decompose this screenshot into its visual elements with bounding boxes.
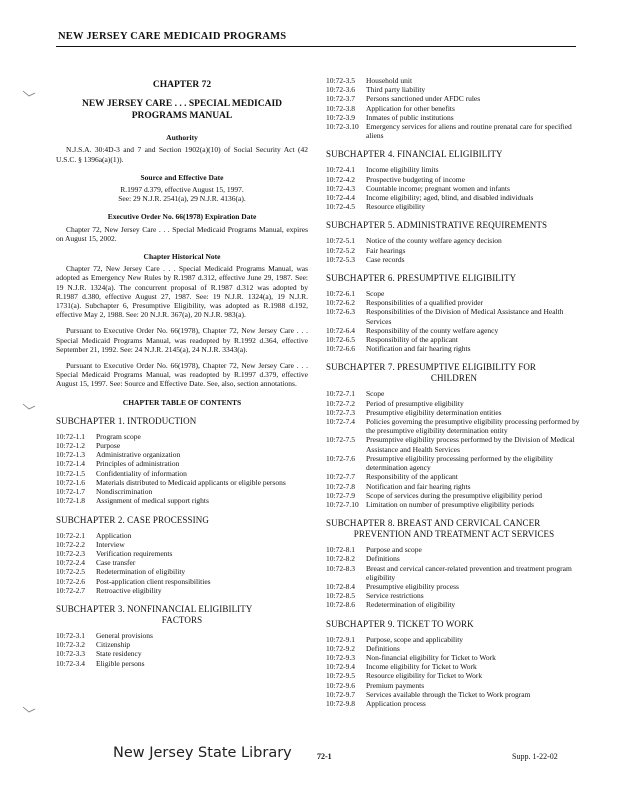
toc-entry xyxy=(56,586,308,595)
section-title: Emergency services for aliens and routine prenatal care for specified aliens xyxy=(366,122,572,141)
section-number: 10:72-4.3 xyxy=(326,183,355,193)
toc-entry xyxy=(326,482,582,491)
section-number: 10:72-7.10 xyxy=(326,499,359,509)
chapter-title: NEW JERSEY CARE . . . SPECIAL MEDICAID PROGRAMS MANUAL xyxy=(81,99,283,122)
toc-entry xyxy=(56,567,308,576)
section-title: Notification and fair hearing rights xyxy=(366,481,471,491)
section-title: Assignment of medical support rights xyxy=(96,496,209,506)
toc-entry xyxy=(326,699,582,708)
section-number: 10:72-6.2 xyxy=(326,298,355,308)
section-number: 10:72-8.2 xyxy=(326,554,355,564)
library-stamp: New Jersey State Library xyxy=(113,745,292,761)
toc-entry xyxy=(326,635,582,644)
section-number: 10:72-7.5 xyxy=(326,435,355,445)
section-title: Verification requirements xyxy=(96,548,173,558)
section-number: 10:72-1.6 xyxy=(56,477,85,487)
section-title: Premium payments xyxy=(366,680,425,690)
subchapter-heading: SUBCHAPTER 6. PRESUMPTIVE ELIGIBILITY xyxy=(326,273,517,284)
subchapter-title: SUBCHAPTER 7. PRESUMPTIVE ELIGIBILITY FOR xyxy=(326,362,537,373)
toc-entry xyxy=(326,554,582,563)
section-number: 10:72-9.2 xyxy=(326,643,355,653)
section-title: Purpose and scope xyxy=(366,545,422,555)
section-title: Program scope xyxy=(96,431,141,441)
toc-entry xyxy=(326,681,582,690)
toc-entry xyxy=(326,600,582,609)
section-number: 10:72-6.4 xyxy=(326,325,355,335)
toc-entry xyxy=(326,193,582,202)
chapter-number: CHAPTER 72 xyxy=(152,80,212,90)
section-title: Countable income; pregnant women and infants xyxy=(366,183,510,193)
section-number: 10:72-7.2 xyxy=(326,398,355,408)
toc-entry xyxy=(326,653,582,662)
toc-entry xyxy=(56,659,308,668)
section-title: Fair hearings xyxy=(366,245,406,255)
toc-entry xyxy=(326,399,582,408)
subchapter-title: SUBCHAPTER 3. NONFINANCIAL ELIGIBILITY xyxy=(56,603,253,614)
section-number: 10:72-7.9 xyxy=(326,490,355,500)
section-title: Principles of administration xyxy=(96,459,180,469)
section-title: Post-application client responsibilities xyxy=(96,576,211,586)
subchapter-heading: SUBCHAPTER 9. TICKET TO WORK xyxy=(326,618,474,629)
subchapter-title-cont: CHILDREN xyxy=(430,373,478,384)
section-title: State residency xyxy=(96,649,142,659)
authority-text: N.J.S.A. 30:4D-3 and 7 and Section 1902(a)(10) of Social Security Act (42 U.S.C. § 1396a(a)(1)). xyxy=(56,145,308,164)
section-number: 10:72-9.4 xyxy=(326,662,355,672)
toc-entry xyxy=(326,435,582,453)
table-of-contents-heading: CHAPTER TABLE OF CONTENTS xyxy=(122,397,242,407)
section-title: Household unit xyxy=(366,76,413,85)
toc-list xyxy=(326,289,582,353)
right-column xyxy=(326,76,582,708)
section-number: 10:72-4.4 xyxy=(326,193,355,203)
historical-note-heading: Chapter Historical Note xyxy=(143,252,221,262)
section-title: Responsibility of the county welfare agency xyxy=(366,325,499,335)
toc-list xyxy=(326,545,582,609)
section-title: Inmates of public institutions xyxy=(366,112,454,122)
toc-entry xyxy=(56,450,308,459)
section-number: 10:72-2.4 xyxy=(56,558,85,568)
section-title: Case transfer xyxy=(96,558,136,568)
section-number: 10:72-6.1 xyxy=(326,289,355,299)
toc-entry xyxy=(326,85,582,94)
toc-entry xyxy=(56,631,308,640)
toc-list xyxy=(326,635,582,709)
toc-entry xyxy=(326,690,582,699)
section-number: 10:72-9.6 xyxy=(326,680,355,690)
section-title: Responsibilities of the Division of Medical Assistance and Health Services xyxy=(366,307,564,326)
toc-list xyxy=(326,165,582,211)
toc-entry xyxy=(326,165,582,174)
section-title: Limitation on number of presumptive eligibility periods xyxy=(366,499,534,509)
toc-entry xyxy=(326,591,582,600)
toc-list xyxy=(56,631,308,668)
section-number: 10:72-7.8 xyxy=(326,481,355,491)
section-title: Nondiscrimination xyxy=(96,487,153,497)
section-title: Materials distributed to Medicaid applicants or eligible persons xyxy=(96,477,286,487)
section-title: Period of presumptive eligibility xyxy=(366,398,464,408)
historical-note-paragraph: Pursuant to Executive Order No. 66(1978), Chapter 72, New Jersey Care . . . Special Medicaid Programs Manual, was readopted by R.1997 d.379, effective August 15, 1997. See: Source and Effective Date. See, also, section annotations. xyxy=(56,361,308,389)
toc-entry xyxy=(56,640,308,649)
section-number: 10:72-8.3 xyxy=(326,563,355,573)
toc-entry xyxy=(56,441,308,450)
running-header: NEW JERSEY CARE MEDICAID PROGRAMS xyxy=(58,31,287,42)
section-title: Case records xyxy=(366,254,405,264)
toc-entry xyxy=(56,649,308,658)
section-title: Retroactive eligibility xyxy=(96,585,162,595)
toc-entry xyxy=(326,246,582,255)
section-number: 10:72-7.4 xyxy=(326,417,355,427)
section-title: Presumptive eligibility process xyxy=(366,581,459,591)
section-title: Application for other benefits xyxy=(366,103,455,113)
section-title: Responsibility of the applicant xyxy=(366,472,458,482)
toc-list xyxy=(56,432,308,506)
section-number: 10:72-1.4 xyxy=(56,459,85,469)
section-number: 10:72-8.4 xyxy=(326,581,355,591)
section-title: Persons sanctioned under AFDC rules xyxy=(366,94,481,104)
section-title: Presumptive eligibility process performed by the Division of Medical Assistance and Health Services xyxy=(366,435,575,454)
toc-entry xyxy=(326,671,582,680)
section-title: Service restrictions xyxy=(366,591,424,601)
section-title: Income eligibility for Ticket to Work xyxy=(366,662,477,672)
section-number: 10:72-9.8 xyxy=(326,698,355,708)
section-title: Presumptive eligibility processing performed by the eligibility determination agency xyxy=(366,453,554,473)
subchapter-heading: SUBCHAPTER 5. ADMINISTRATIVE REQUIREMENTS xyxy=(326,220,548,231)
section-number: 10:72-1.7 xyxy=(56,487,85,497)
section-number: 10:72-6.6 xyxy=(326,344,355,354)
section-number: 10:72-7.7 xyxy=(326,472,355,482)
section-title: Prospective budgeting of income xyxy=(366,174,465,184)
section-number: 10:72-2.5 xyxy=(56,567,85,577)
section-number: 10:72-4.1 xyxy=(326,165,355,175)
toc-entry xyxy=(326,417,582,435)
section-number: 10:72-7.1 xyxy=(326,389,355,399)
toc-entry xyxy=(326,545,582,554)
section-title: Scope xyxy=(366,289,385,299)
section-number: 10:72-3.10 xyxy=(326,122,359,132)
section-number: 10:72-3.2 xyxy=(56,640,85,650)
subchapter-heading xyxy=(326,362,582,384)
toc-entry xyxy=(326,307,582,325)
toc-entry xyxy=(326,335,582,344)
margin-mark xyxy=(22,706,36,714)
section-title: Redetermination of eligibility xyxy=(366,600,456,610)
section-title: Responsibility of the applicant xyxy=(366,335,458,345)
toc-entry xyxy=(56,577,308,586)
toc-entry xyxy=(56,487,308,496)
section-title: Confidentiality of information xyxy=(96,468,187,478)
toc-entry xyxy=(56,496,308,505)
subchapter-title-cont: FACTORS xyxy=(161,614,203,625)
page-number: 72-1 xyxy=(317,752,332,761)
toc-entry xyxy=(56,531,308,540)
section-number: 10:72-7.3 xyxy=(326,407,355,417)
section-title: Policies governing the presumptive eligibility processing performed by the presumptive eligibility determination entity xyxy=(366,417,580,436)
toc-list xyxy=(326,76,582,140)
authority-heading: Authority xyxy=(166,133,198,143)
section-number: 10:72-5.1 xyxy=(326,236,355,246)
toc-entry xyxy=(326,500,582,509)
section-number: 10:72-9.7 xyxy=(326,689,355,699)
section-number: 10:72-5.2 xyxy=(326,245,355,255)
section-title: Citizenship xyxy=(96,640,131,650)
section-number: 10:72-8.6 xyxy=(326,600,355,610)
toc-entry xyxy=(326,94,582,103)
section-title: Third party liability xyxy=(366,85,426,95)
toc-entry xyxy=(326,104,582,113)
toc-entry xyxy=(326,472,582,481)
toc-entry xyxy=(56,469,308,478)
section-number: 10:72-8.1 xyxy=(326,545,355,555)
section-number: 10:72-3.8 xyxy=(326,103,355,113)
toc-entry xyxy=(326,326,582,335)
section-title: Purpose xyxy=(96,441,121,451)
section-number: 10:72-6.5 xyxy=(326,335,355,345)
margin-mark xyxy=(22,90,36,98)
section-number: 10:72-9.1 xyxy=(326,634,355,644)
section-number: 10:72-4.5 xyxy=(326,202,355,212)
toc-entry xyxy=(326,255,582,264)
toc-entry xyxy=(326,644,582,653)
executive-order-heading: Executive Order No. 66(1978) Expiration Date xyxy=(107,212,257,222)
subchapter-heading: SUBCHAPTER 2. CASE PROCESSING xyxy=(56,514,209,525)
toc-entry xyxy=(326,122,582,140)
section-number: 10:72-8.5 xyxy=(326,591,355,601)
section-title: Definitions xyxy=(366,643,400,653)
section-number: 10:72-5.3 xyxy=(326,254,355,264)
section-title: Presumptive eligibility determination entities xyxy=(366,407,502,417)
section-title: Responsibilities of a qualified provider xyxy=(366,298,484,308)
section-number: 10:72-3.6 xyxy=(326,85,355,95)
toc-entry xyxy=(326,202,582,211)
section-title: Breast and cervical cancer-related prevention and treatment program eligibility xyxy=(366,563,572,582)
section-number: 10:72-2.1 xyxy=(56,530,85,540)
toc-entry xyxy=(326,454,582,472)
source-line: R.1997 d.379, effective August 15, 1997. xyxy=(120,185,244,195)
subchapter-title: SUBCHAPTER 8. BREAST AND CERVICAL CANCER xyxy=(326,518,541,529)
toc-entry xyxy=(326,76,582,85)
section-title: General provisions xyxy=(96,630,153,640)
toc-entry xyxy=(56,558,308,567)
toc-list xyxy=(326,236,582,264)
section-title: Purpose, scope and applicability xyxy=(366,634,464,644)
section-title: Notice of the county welfare agency decision xyxy=(366,236,502,246)
section-number: 10:72-1.2 xyxy=(56,441,85,451)
section-number: 10:72-7.6 xyxy=(326,453,355,463)
section-number: 10:72-2.3 xyxy=(56,548,85,558)
section-title: Scope of services during the presumptive eligibility period xyxy=(366,490,543,500)
section-number: 10:72-3.3 xyxy=(56,649,85,659)
toc-entry xyxy=(326,175,582,184)
section-title: Resource eligibility xyxy=(366,202,425,212)
section-number: 10:72-1.5 xyxy=(56,468,85,478)
section-number: 10:72-2.6 xyxy=(56,576,85,586)
section-title: Scope xyxy=(366,389,385,399)
section-number: 10:72-3.1 xyxy=(56,630,85,640)
toc-entry xyxy=(326,662,582,671)
section-number: 10:72-2.2 xyxy=(56,539,85,549)
source-line: See: 29 N.J.R. 2541(a), 29 N.J.R. 4136(a). xyxy=(118,194,246,204)
toc-entry xyxy=(56,478,308,487)
executive-order-text: Chapter 72, New Jersey Care . . . Special Medicaid Programs Manual, expires on August 15, 2002. xyxy=(56,224,308,243)
section-number: 10:72-1.1 xyxy=(56,431,85,441)
section-title: Resource eligibility for Ticket to Work xyxy=(366,671,483,681)
toc-entry xyxy=(326,582,582,591)
toc-entry xyxy=(326,298,582,307)
section-title: Non-financial eligibility for Ticket to Work xyxy=(366,652,496,662)
section-number: 10:72-1.3 xyxy=(56,450,85,460)
section-title: Redetermination of eligibility xyxy=(96,567,186,577)
section-number: 10:72-3.7 xyxy=(326,94,355,104)
section-title: Services available through the Ticket to Work program xyxy=(366,689,531,699)
section-number: 10:72-3.9 xyxy=(326,112,355,122)
subchapter-heading: SUBCHAPTER 1. INTRODUCTION xyxy=(56,415,197,426)
section-number: 10:72-4.2 xyxy=(326,174,355,184)
toc-entry xyxy=(56,540,308,549)
subchapter-heading xyxy=(326,518,582,540)
section-number: 10:72-1.8 xyxy=(56,496,85,506)
toc-entry xyxy=(326,113,582,122)
toc-entry xyxy=(56,549,308,558)
header-rule xyxy=(56,46,576,47)
section-number: 10:72-9.5 xyxy=(326,671,355,681)
historical-note-paragraph: Chapter 72, New Jersey Care . . . Special Medicaid Programs Manual, was adopted as Emergency New Rules by R.1987 d.312, effective June 29, 1987. See: 19 N.J.R. 1324(a). The concurrent proposal of R.1987 d.312 was adopted by R.1987 d.380, effective August 27, 1987. See: 19 N.J.R. 1324(a), 19 N.J.R. 1731(a). Subchapter 6, Presumptive Eligibility, was adopted as R.1988 d.192, effective May 2, 1988. See: 20 N.J.R. 367(a), 20 N.J.R. 983(a). xyxy=(56,264,308,320)
left-column xyxy=(56,60,308,668)
subchapter-heading: SUBCHAPTER 4. FINANCIAL ELIGIBILITY xyxy=(326,149,503,160)
toc-entry xyxy=(326,564,582,582)
section-title: Definitions xyxy=(366,554,400,564)
toc-entry xyxy=(56,459,308,468)
section-title: Income eligibility limits xyxy=(366,165,439,175)
toc-entry xyxy=(326,389,582,398)
section-number: 10:72-2.7 xyxy=(56,585,85,595)
toc-entry xyxy=(326,184,582,193)
source-heading: Source and Effective Date xyxy=(140,172,224,182)
toc-entry xyxy=(326,408,582,417)
historical-note-paragraph: Pursuant to Executive Order No. 66(1978), Chapter 72, New Jersey Care . . . Special Medicaid Programs Manual, was readopted by R.1992 d.364, effective September 21, 1992. See: 24 N.J.R. 2145(a), 24 N.J.R. 3343(a). xyxy=(56,326,308,354)
section-title: Application xyxy=(96,530,132,540)
toc-list xyxy=(56,531,308,595)
toc-list xyxy=(326,389,582,509)
section-title: Eligible persons xyxy=(96,658,145,668)
section-title: Interview xyxy=(96,539,125,549)
toc-entry xyxy=(326,344,582,353)
toc-entry xyxy=(326,491,582,500)
supplement-date: Supp. 1-22-02 xyxy=(512,752,558,761)
section-title: Income eligibility; aged, blind, and disabled individuals xyxy=(366,193,534,203)
toc-entry xyxy=(56,432,308,441)
subchapter-heading xyxy=(56,604,308,626)
section-title: Application process xyxy=(366,698,426,708)
section-number: 10:72-6.3 xyxy=(326,307,355,317)
toc-entry xyxy=(326,236,582,245)
section-title: Notification and fair hearing rights xyxy=(366,344,471,354)
margin-mark xyxy=(22,403,36,411)
section-number: 10:72-9.3 xyxy=(326,652,355,662)
toc-entry xyxy=(326,289,582,298)
section-number: 10:72-3.4 xyxy=(56,658,85,668)
section-number: 10:72-3.5 xyxy=(326,76,355,85)
subchapter-title-cont: PREVENTION AND TREATMENT ACT SERVICES xyxy=(353,529,555,540)
section-title: Administrative organization xyxy=(96,450,181,460)
